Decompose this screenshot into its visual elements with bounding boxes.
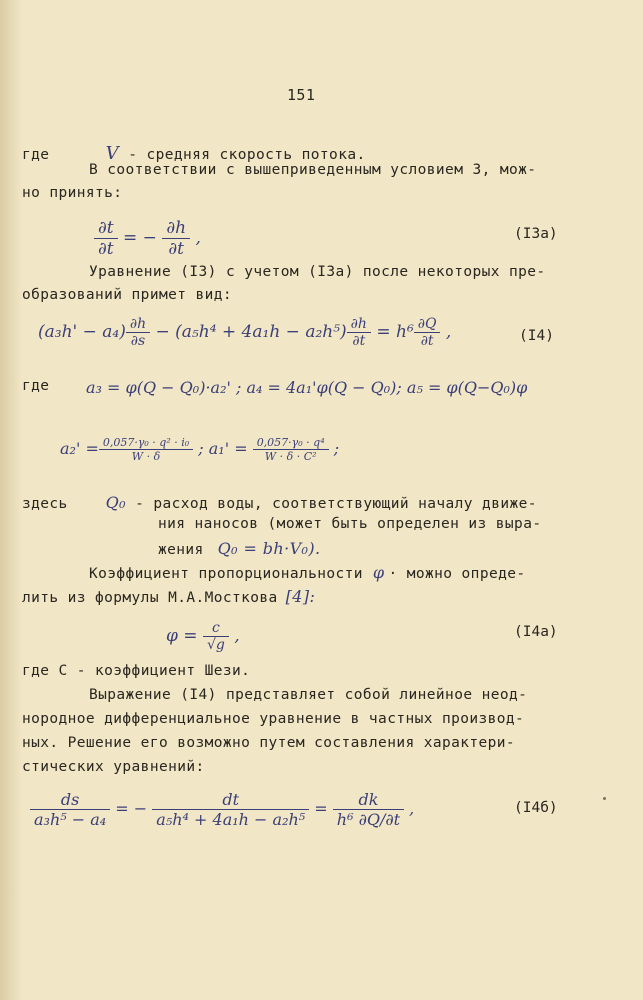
equation-14: (a₃h' − a₄) $\frac{\partial h}{\partial s}$ − (a₅h⁴ + 4a₁h − a₂h⁵) $\frac{\partial h}{\partial t}$ = h⁶ $\frac{\partial Q}{\partial t}$ ,	[38, 316, 452, 349]
equation-14a: φ = $\frac{c}{√g}$ ,	[166, 620, 240, 653]
coefficient-definitions-2: a₂' = $\frac{\text{0,057·γ₀ · q² · i₀}}{W \cdot \delta}$ ; a₁' = $\frac{\text{0,057·γ₀ · q⁴}}{\text{W · δ · C²}}$ ;	[60, 436, 340, 463]
text-line-13: Выражение (I4) представляет собой линейное неод-	[89, 687, 528, 703]
equation-number-14: (I4)	[519, 328, 554, 344]
text-line-2: В соответствии с вышеприведенным условием 3, мож-	[89, 162, 537, 178]
text-line-3: но принять:	[22, 185, 123, 201]
text-line-11: лить из формулы М.А.Мосткова [4]:	[22, 587, 316, 606]
text-line-16: стических уравнений:	[22, 759, 205, 775]
equation-number-14b: (I4б)	[514, 800, 558, 816]
text-line-12: где С - коэффициент Шези.	[22, 663, 251, 679]
equation-14b: $\frac{ds}{\text{a₃h⁵ − a₄}}$ = − $\frac{dt}{\text{a₅h⁴ + 4a₁h − a₂h⁵}}$ = $\frac{dk}{\text{h⁶ ∂Q/∂t}}$ ,	[30, 790, 414, 829]
text-line-4: Уравнение (I3) с учетом (I3а) после некоторых пре-	[89, 264, 546, 280]
text-body: - средняя скорость потока.	[119, 147, 366, 163]
equation-13a: $\frac{\partial t}{\partial t}$ = − $\frac{\partial h}{\partial t}$ ,	[94, 218, 201, 259]
text-line-15: ных. Решение его возможно путем составления характери-	[22, 735, 516, 751]
var-v: V	[105, 143, 120, 164]
text-line-7: здесь Q₀ - расход воды, соответствующий началу движе-	[22, 493, 537, 512]
coefficient-definitions: a₃ = φ(Q − Q₀)·a₂' ; a₄ = 4a₁'φ(Q − Q₀); a₅ = φ(Q−Q₀)φ	[86, 378, 528, 397]
equation-number-13a: (I3а)	[514, 226, 558, 242]
page-edge-shadow	[0, 0, 22, 1000]
text-line-1	[22, 143, 366, 164]
text-line-9: жения Q₀ = bh·V₀).	[158, 539, 321, 558]
label-gde-2: где	[22, 378, 50, 394]
text-line-14: нородное дифференциальное уравнение в частных производ-	[22, 711, 525, 727]
paper-speck	[603, 797, 606, 800]
text-line-8: ния наносов (может быть определен из выра-	[158, 516, 542, 532]
equation-number-14a: (I4а)	[514, 624, 558, 640]
text-line-10: Коэффициент пропорциональности φ · можно опреде-	[89, 563, 526, 582]
page-number: 151	[287, 86, 316, 104]
label-gde: где	[22, 147, 50, 163]
text-line-5: образований примет вид:	[22, 287, 232, 303]
